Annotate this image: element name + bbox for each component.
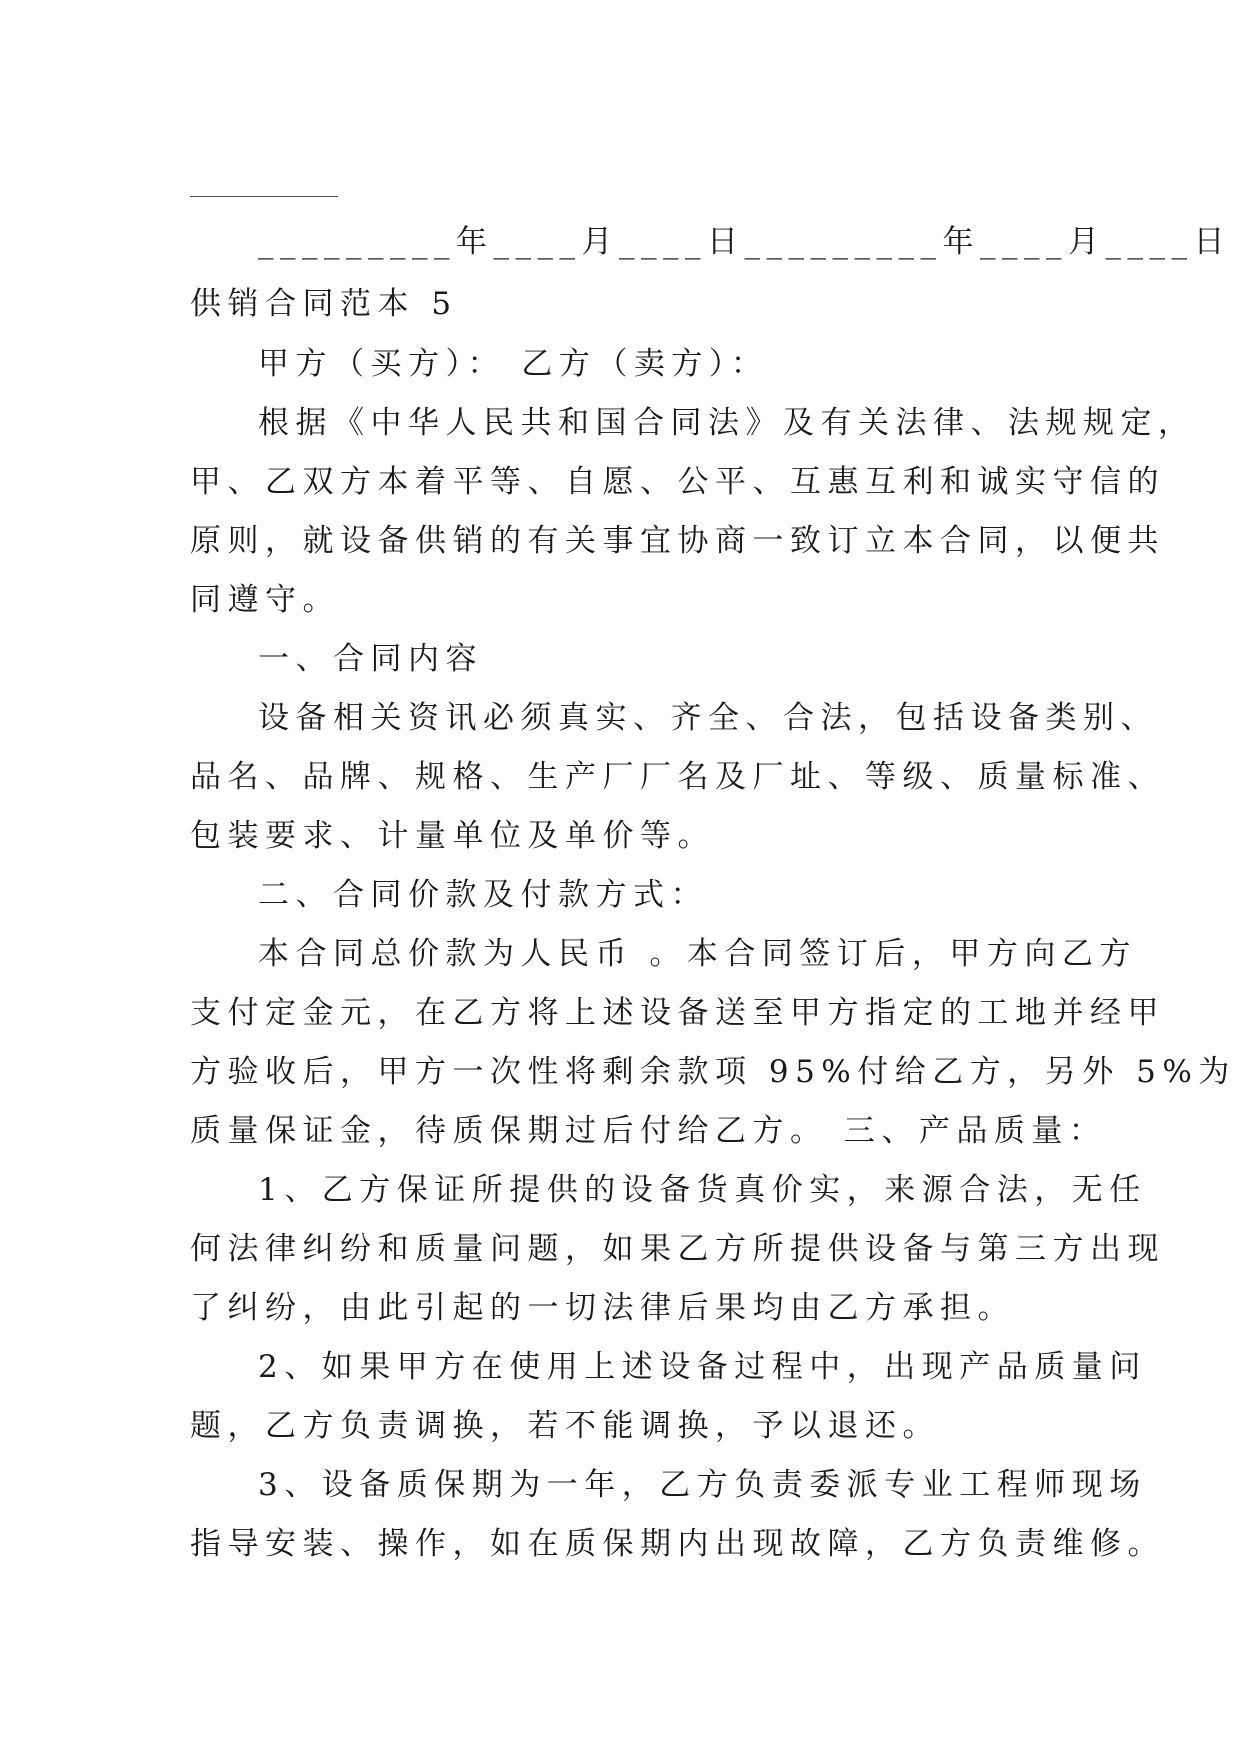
date-line: _________年____月____日_________年____月____日 [258,224,1231,260]
paragraph-line: 题，乙方负责调换，若不能调换，予以退还。 [190,1408,940,1444]
paragraph-line: 品名、品牌、规格、生产厂厂名及厂址、等级、质量标准、 [190,759,1165,795]
paragraph-line: 根据《中华人民共和国合同法》及有关法律、法规规定， [258,405,1196,441]
paragraph-line: 原则，就设备供销的有关事宜协商一致订立本合同，以便共 [190,523,1165,559]
paragraph-line: 设备相关资讯必须真实、齐全、合法，包括设备类别、 [258,700,1158,736]
section-heading: 一、合同内容 [258,641,483,677]
paragraph-line: 支付定金元，在乙方将上述设备送至甲方指定的工地并经甲 [190,995,1165,1031]
paragraph-line: 2、如果甲方在使用上述设备过程中，出现产品质量问 [258,1349,1147,1385]
paragraph-line: 质量保证金，待质保期过后付给乙方。 三、产品质量： [190,1113,1107,1149]
parties-line: 甲方（买方）： 乙方（卖方）： [258,346,769,382]
paragraph-line: 何法律纠纷和质量问题，如果乙方所提供设备与第三方出现 [190,1231,1165,1267]
paragraph-line: 包装要求、计量单位及单价等。 [190,818,715,854]
paragraph-line: 了纠纷，由此引起的一切法律后果均由乙方承担。 [190,1290,1015,1326]
paragraph-line: 同遵守。 [190,582,340,618]
paragraph-line: 甲、乙双方本着平等、自愿、公平、互惠互利和诚实守信的 [190,464,1165,500]
signature-underline [190,196,338,197]
document-title: 供销合同范本 5 [190,286,458,322]
paragraph-line: 1、乙方保证所提供的设备货真价实，来源合法，无任 [258,1172,1147,1208]
section-heading: 二、合同价款及付款方式： [258,877,708,913]
paragraph-line: 3、设备质保期为一年，乙方负责委派专业工程师现场 [258,1467,1147,1503]
paragraph-line: 指导安装、操作，如在质保期内出现故障，乙方负责维修。 [190,1526,1165,1562]
paragraph-line: 本合同总价款为人民币 。本合同签订后，甲方向乙方 [258,936,1137,972]
paragraph-line: 方验收后，甲方一次性将剩余款项 95%付给乙方，另外 5%为 [190,1054,1236,1090]
